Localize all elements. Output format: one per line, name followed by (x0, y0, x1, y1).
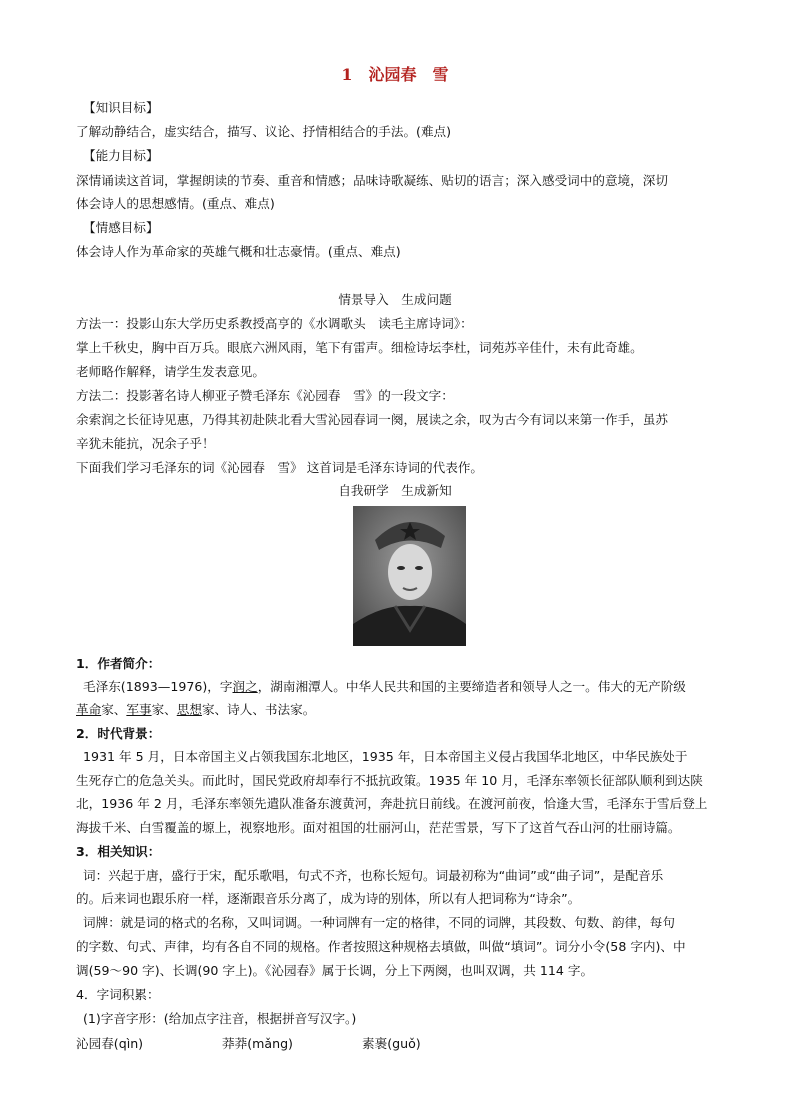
section4-heading: 4．字词积累： (76, 987, 160, 1002)
word-item: 沁园春(qìn) (76, 1036, 144, 1051)
ability-goal-text-line1: 深情诵读这首词，掌握朗读的节奏、重音和情感；品味诗歌凝练、贴切的语言；深入感受词中的意境，深切 (76, 173, 668, 188)
section2-line1: 1931 年 5 月，日本帝国主义占领我国东北地区，1935 年，日本帝国主义侵占我国华北地区，中华民族处于 (83, 749, 688, 764)
section3-heading: 3．相关知识： (76, 844, 161, 859)
emotion-goal-text: 体会诗人作为革命家的英雄气概和壮志豪情。(重点、难点) (76, 244, 401, 259)
method1-quote: 掌上千秋史，胸中百万兵。眼底六洲风雨，笔下有雷声。细检诗坛李杜，词苑苏辛佳什，未有此奇雄。 (76, 340, 643, 355)
ability-goal-label: 【能力目标】 (83, 148, 159, 163)
emotion-goal-label: 【情感目标】 (83, 220, 159, 235)
ability-goal-text-line2: 体会诗人的思想感情。(重点、难点) (76, 196, 275, 211)
word-item: 莽莽(mǎng) (222, 1036, 293, 1051)
section1-line2: 革命家、军事家、思想家、诗人、书法家。 (76, 702, 316, 717)
page-title: 1 沁园春 雪 (341, 65, 449, 84)
method2-quote-line1: 余索润之长征诗见惠，乃得其初赴陕北看大雪沁园春词一阕，展读之余，叹为古今有词以来第一作手，虽苏 (76, 412, 668, 427)
method2-text: 方法二：投影著名诗人柳亚子赞毛泽东《沁园春 雪》的一段文字： (76, 388, 454, 403)
section2-line3: 北，1936 年 2 月，毛泽东率领先遣队准备东渡黄河，奔赴抗日前线。在渡河前夜，恰逢大雪，毛泽东于雪后登上 (76, 796, 708, 811)
section1-heading: 1．作者简介： (76, 656, 161, 671)
method1-note: 老师略作解释，请学生发表意见。 (76, 364, 265, 379)
study-heading: 自我研学 生成新知 (338, 483, 452, 498)
transition-text: 下面我们学习毛泽东的词《沁园春 雪》 这首词是毛泽东诗词的代表作。 (76, 460, 484, 475)
word-item: 素裹(guǒ) (362, 1036, 421, 1051)
intro-heading: 情景导入 生成问题 (338, 292, 452, 307)
section4-subheading: (1)字音字形：(给加点字注音，根据拼音写汉字。) (83, 1011, 357, 1026)
section3-cipai-line2: 的字数、句式、声律，均有各自不同的规格。作者按照这种规格去填做，叫做“填词”。词分小令(58 字内)、中 (76, 939, 686, 954)
section2-line2: 生死存亡的危急关头。而此时，国民党政府却奉行不抵抗政策。1935 年 10 月，毛泽东率领长征部队顺利到达陕 (76, 773, 703, 788)
section3-ci-line2: 的。后来词也跟乐府一样，逐渐跟音乐分离了，成为诗的别体，所以有人把词称为“诗余”。 (76, 891, 581, 906)
knowledge-goal-label: 【知识目标】 (83, 100, 159, 115)
method2-quote-line2: 辛犹未能抗，况余子乎！ (76, 436, 215, 451)
portrait-photo (353, 506, 466, 646)
section2-heading: 2．时代背景： (76, 726, 161, 741)
method1-text: 方法一：投影山东大学历史系教授高亨的《水调歌头 读毛主席诗词》： (76, 316, 473, 331)
section2-line4: 海拔千米、白雪覆盖的塬上，视察地形。面对祖国的壮丽河山，茫茫雪景，写下了这首气吞山河的壮丽诗篇。 (76, 820, 681, 835)
portrait-image (353, 506, 466, 646)
section3-cipai-line3: 调(59～90 字)、长调(90 字上)。《沁园春》属于长调，分上下两阕，也叫双调，共 114 字。 (76, 963, 594, 978)
section3-cipai-line1: 词牌：就是词的格式的名称，又叫词调。一种词牌有一定的格律，不同的词牌，其段数、句数、韵律，每句 (83, 915, 675, 930)
section1-line1: 毛泽东(1893—1976)，字润之，湖南湘潭人。中华人民共和国的主要缔造者和领导人之一。伟大的无产阶级 (83, 679, 686, 694)
knowledge-goal-text: 了解动静结合，虚实结合，描写、议论、抒情相结合的手法。(难点) (76, 124, 452, 139)
section3-ci-line1: 词：兴起于唐，盛行于宋，配乐歌唱，句式不齐，也称长短句。词最初称为“曲词”或“曲子词”，是配音乐 (83, 868, 664, 883)
